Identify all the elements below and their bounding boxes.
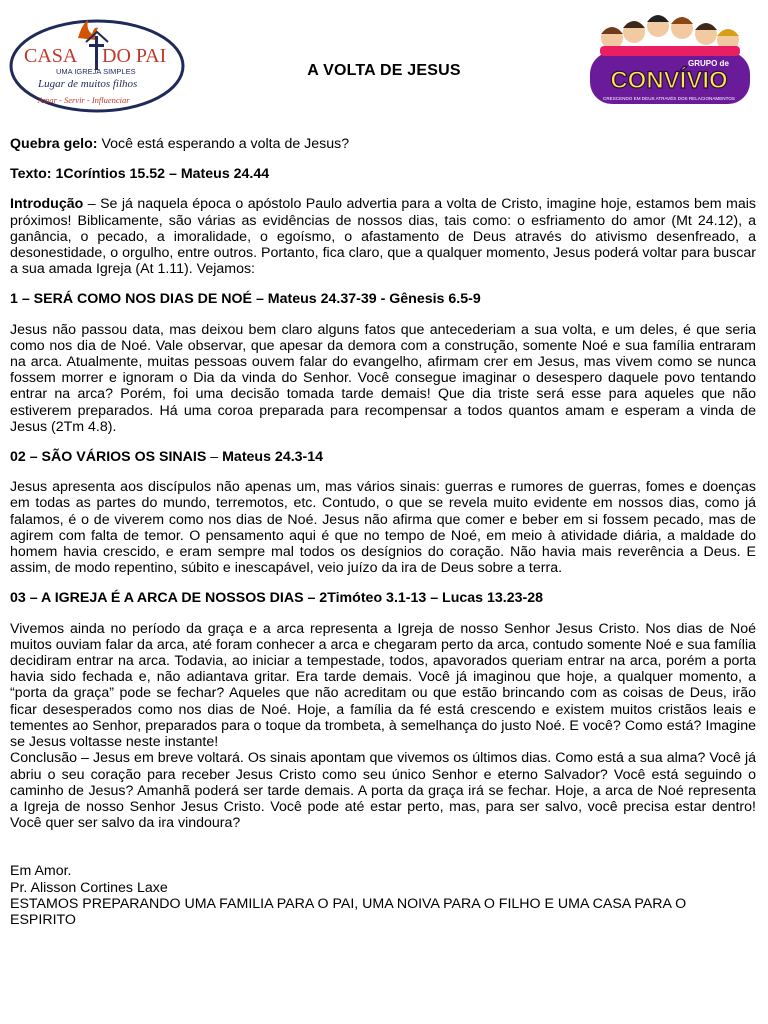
section-3-heading: 03 – A IGREJA É A ARCA DE NOSSOS DIAS – 2Timóteo 3.1-13 – Lucas 13.23-28 <box>10 590 544 607</box>
intro-label: Introdução <box>10 196 84 213</box>
svg-text:CRESCENDO EM DEUS ATRAVÉS DOS: CRESCENDO EM DEUS ATRAVÉS DOS RELACIONAMENTOS <box>603 96 735 101</box>
church-motto: ESTAMOS PREPARANDO UMA FAMILIA PARA O PAI, UMA NOIVA PARA O FILHO E UMA CASA PARA O ESPIRITO <box>10 895 687 928</box>
intro-text: – Se já naquela época o apóstolo Paulo advertia para a volta de Cristo, imagine hoje, estamos bem mais próximos! Biblicamente, são várias as evidências de nossos dias, tais como: o esfriamento do amor (Mt 24.12), a ganância, o pecado, a imoralidade, o egoísmo, o afastamento de Deus através do ativismo desenfreado, a desonestidade, o orgulho, entre outros. Portanto, fica claro, que a qualquer momento, Jesus poderá voltar para buscar a sua amada Igreja (At 1.11). Vejamos: <box>10 196 756 278</box>
svg-text:GRUPO de: GRUPO de <box>688 59 729 68</box>
section-1-text: Jesus não passou data, mas deixou bem claro alguns fatos que antecederiam a sua volta, e um deles, é que seria como nos dia de Noé. Vale observar, que apesar da demora com a construção, somente Noé e sua família entraram na arca. Atualmente, muitas pessoas ouvem falar do evangelho, afirmam crer em Jesus, mas vivem como se nunca fossem morrer e ignoram o Dia da vinda do Senhor. Você consegue imaginar o desespero daquele povo tentando entrar na arca? Porém, foi uma decisão tomada tarde demais! Que dia triste será esse para aqueles que não estiverem preparados. Há uma coroa preparada para recompensar a todos quantos amam e esperam a vinda de Jesus (2Tm 4.8). <box>10 321 756 435</box>
section-3-text: Vivemos ainda no período da graça e a arca representa a Igreja de nosso Senhor Jesus Cristo. Nos dias de Noé muitos ouviam falar da arca, até foram conhecer a arca e chegaram perto da arca, contudo somente Noé e sua família decidiram entrar na arca. Todavia, ao iniciar a tempestade, todos, apavorados queriam entrar na arca, porém a porta havia sido fechada e, não adiantava gritar. Era tarde demais. Você já imaginou que hoje, a qualquer momento, a “porta da graça” pode se fechar? Aqueles que não acreditam ou que estão brincando com as coisas de Deus, irão ficar desesperados como nos dias de Noé. Hoje, a família da fé está crescendo e existem muitos cristãos leais e tementes ao Senhor, preparados para o toque da trombeta, à semelhança do justo Noé. E você? Como está? Imagine se Jesus voltasse neste instante! <box>10 620 756 751</box>
section-2-heading <box>10 449 756 465</box>
document-body <box>10 136 756 928</box>
icebreaker <box>10 136 756 152</box>
section-1-heading: 1 – SERÁ COMO NOS DIAS DE NOÉ – Mateus 24.37-39 - Gênesis 6.5-9 <box>10 291 481 308</box>
author-name: Pr. Alisson Cortines Laxe <box>10 879 168 896</box>
introduction <box>10 196 756 277</box>
closing-greeting: Em Amor. <box>10 863 72 880</box>
logo-grupo-de-convivio <box>582 8 756 112</box>
svg-text:Lugar de muitos filhos: Lugar de muitos filhos <box>38 78 138 90</box>
bible-text-reference: Texto: 1Coríntios 15.52 – Mateus 24.44 <box>10 166 270 183</box>
page-title: A VOLTA DE JESUS <box>307 62 461 79</box>
conclusion: Conclusão – Jesus em breve voltará. Os sinais apontam que vivemos os últimos dias. Como está a sua alma? Você já abriu o seu coração para receber Jesus Cristo como seu único Senhor e eterno Salvador? Você está seguindo o caminho de Jesus? Amanhã poderá ser tarde demais. A porta da graça irá se fechar. Hoje, a arca de Noé representa a Igreja de nosso Senhor Jesus Cristo. Você pode até estar perto, mas, para ser salvo, você precisa estar dentro! Você quer ser salvo da ira vindoura? <box>10 750 756 832</box>
icebreaker-label: Quebra gelo: <box>10 136 98 152</box>
signature-block <box>10 863 756 928</box>
section-2-heading-ref: Mateus 24.3-14 <box>222 449 324 466</box>
svg-text:Amar - Servir - Influenciar: Amar - Servir - Influenciar <box>38 95 130 105</box>
section-2-heading-dash: – <box>206 449 223 466</box>
svg-text:CONVÍVIO: CONVÍVIO <box>610 67 728 94</box>
section-2-text: Jesus apresenta aos discípulos não apenas um, mas vários sinais: guerras e rumores de guerras, fomes e doenças em todas as partes do mundo, terremotos, etc. Contudo, o que se revela muito evidente em nossos dias, como já falamos, é o de viverem como nos dias de Noé. Jesus não afirma que comer e beber em si fossem pecado, mas de agirem com falta de temor. O pensamento aqui é que no tempo de Noé, em meio à atividade diária, a maldade do homem havia crescido, e eram sempre mal todos os desígnios do coração. Não havia mais reverência a Deus. E assim, de modo repentino, súbito e inescapável, veio juízo da ira de Deus sobre a terra. <box>10 479 756 577</box>
section-2-heading-title: 02 – SÃO VÁRIOS OS SINAIS <box>10 449 207 466</box>
icebreaker-text: Você está esperando a volta de Jesus? <box>97 136 350 152</box>
svg-text:DO PAI: DO PAI <box>102 45 167 67</box>
svg-text:UMA IGREJA SIMPLES: UMA IGREJA SIMPLES <box>56 67 136 76</box>
svg-text:CASA: CASA <box>24 45 78 67</box>
